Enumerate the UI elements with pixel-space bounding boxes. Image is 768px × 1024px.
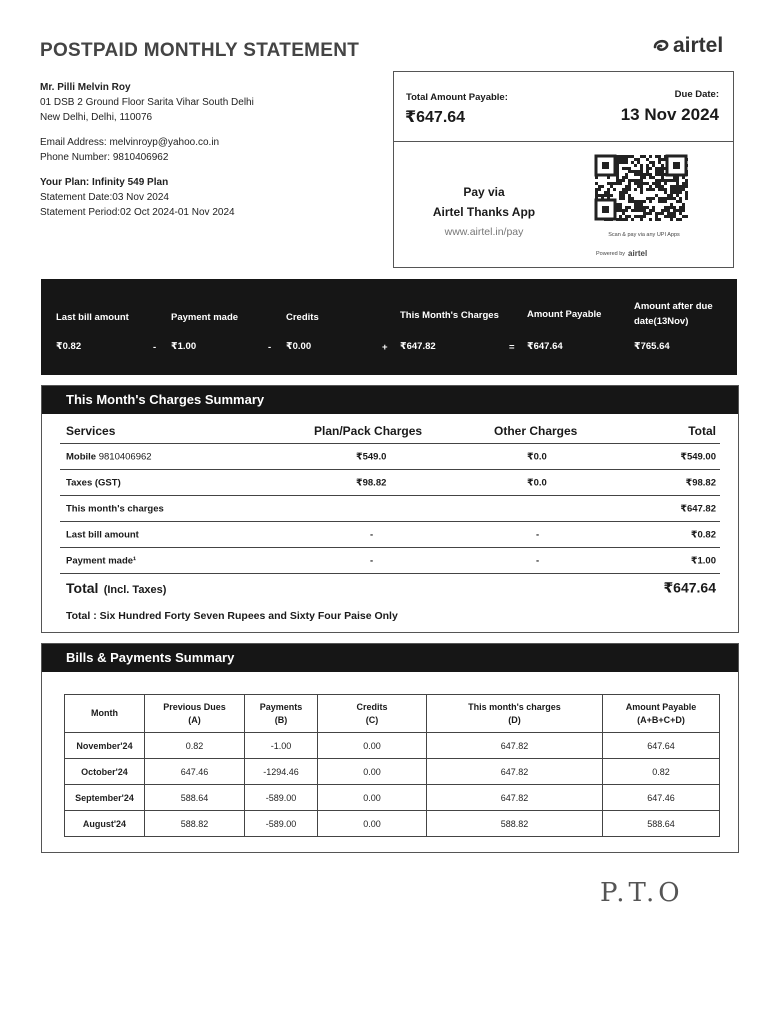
email-address: Email Address: melvinroyp@yahoo.co.in bbox=[40, 137, 220, 148]
bill-summary-bar bbox=[41, 279, 737, 375]
last-bill-label: Last bill amount bbox=[56, 312, 129, 323]
charges-summary-section bbox=[41, 385, 739, 633]
table-row bbox=[65, 811, 720, 837]
bills-payments-section bbox=[41, 643, 739, 853]
col-other-charges: Other Charges bbox=[494, 423, 578, 438]
credits-cell: 0.00 bbox=[318, 759, 427, 785]
amount-payable-label: Amount Payable bbox=[527, 309, 602, 320]
credits-cell: 0.00 bbox=[318, 811, 427, 837]
charges-row-taxes bbox=[60, 470, 720, 496]
charges-row-mobile bbox=[60, 444, 720, 470]
month-cell: November'24 bbox=[65, 733, 145, 759]
col-month: Month bbox=[65, 695, 145, 733]
credits-cell: 0.00 bbox=[318, 733, 427, 759]
payment-made-value: ₹1.00 bbox=[171, 341, 197, 352]
other-charge: - bbox=[536, 529, 540, 540]
amount-after-due-value: ₹765.64 bbox=[634, 341, 670, 352]
col-services: Services bbox=[66, 423, 116, 438]
plan-charge: - bbox=[370, 555, 374, 566]
customer-details bbox=[40, 80, 370, 220]
amount-payable-cell: 647.64 bbox=[603, 733, 720, 759]
month-cell: August'24 bbox=[65, 811, 145, 837]
total-amount-value: ₹647.64 bbox=[405, 109, 466, 126]
plan-charge: ₹98.82 bbox=[356, 477, 387, 488]
charges-cell: 647.82 bbox=[427, 785, 603, 811]
charges-row-this-month bbox=[60, 496, 720, 522]
previous-dues-cell: 588.64 bbox=[145, 785, 245, 811]
bills-header-row bbox=[65, 695, 720, 733]
other-charge: ₹0.0 bbox=[527, 477, 547, 488]
service-name: Payment made¹ bbox=[66, 555, 137, 566]
plan-charge: ₹549.0 bbox=[356, 451, 387, 462]
previous-dues-cell: 647.46 bbox=[145, 759, 245, 785]
phone-number: Phone Number: 9810406962 bbox=[40, 152, 169, 163]
this-month-charges-value: ₹647.82 bbox=[400, 341, 436, 352]
service-name: Taxes (GST) bbox=[66, 477, 121, 488]
total-note: (Incl. Taxes) bbox=[103, 584, 167, 596]
month-cell: September'24 bbox=[65, 785, 145, 811]
col-credits: Credits (C) bbox=[318, 695, 427, 733]
amount-payable-cell: 0.82 bbox=[603, 759, 720, 785]
month-cell: October'24 bbox=[65, 759, 145, 785]
grand-total: ₹647.64 bbox=[663, 579, 716, 596]
amount-payable-value: ₹647.64 bbox=[527, 341, 563, 352]
minus-operator: - bbox=[153, 342, 157, 353]
charges-cell: 647.82 bbox=[427, 733, 603, 759]
payments-cell: -589.00 bbox=[245, 811, 318, 837]
bills-payments-table bbox=[64, 694, 720, 837]
statement-period: Statement Period:02 Oct 2024-01 Nov 2024 bbox=[40, 207, 235, 218]
col-plan-pack: Plan/Pack Charges bbox=[314, 423, 423, 438]
logo-text: airtel bbox=[673, 34, 724, 57]
charges-row-last-bill bbox=[60, 522, 720, 548]
address-line-2: New Delhi, Delhi, 110076 bbox=[40, 112, 153, 123]
powered-by-label: Powered by bbox=[596, 250, 626, 257]
charges-header-row bbox=[60, 418, 720, 444]
minus-operator: - bbox=[268, 342, 272, 353]
col-this-month-charges: This month's charges (D) bbox=[427, 695, 603, 733]
row-total: ₹647.82 bbox=[680, 503, 716, 514]
credits-label: Credits bbox=[286, 312, 319, 323]
total-label: Total bbox=[66, 580, 99, 596]
pay-url-link[interactable]: www.airtel.in/pay bbox=[444, 226, 524, 238]
amount-payable-cell: 588.64 bbox=[603, 811, 720, 837]
col-amount-payable: Amount Payable (A+B+C+D) bbox=[603, 695, 720, 733]
other-charge: ₹0.0 bbox=[527, 451, 547, 462]
payment-box bbox=[393, 71, 734, 268]
equals-operator: = bbox=[509, 342, 515, 353]
table-row bbox=[65, 785, 720, 811]
service-name: This month's charges bbox=[66, 503, 164, 514]
app-name: Airtel Thanks App bbox=[432, 205, 536, 219]
charges-cell: 588.82 bbox=[427, 811, 603, 837]
col-previous-dues: Previous Dues (A) bbox=[145, 695, 245, 733]
col-payments: Payments (B) bbox=[245, 695, 318, 733]
amount-payable-cell: 647.46 bbox=[603, 785, 720, 811]
row-total: ₹1.00 bbox=[690, 555, 716, 566]
amount-in-words: Total : Six Hundred Forty Seven Rupees and Sixty Four Paise Only bbox=[66, 610, 398, 622]
plan-charge: - bbox=[370, 529, 374, 540]
last-bill-value: ₹0.82 bbox=[56, 341, 82, 352]
charges-summary-title: This Month's Charges Summary bbox=[42, 386, 738, 414]
powered-by-brand: airtel bbox=[628, 249, 648, 258]
due-date-value: 13 Nov 2024 bbox=[620, 105, 719, 124]
payments-cell: -1.00 bbox=[245, 733, 318, 759]
charges-total-row bbox=[60, 574, 720, 602]
total-amount-label: Total Amount Payable: bbox=[406, 92, 508, 103]
address-line-1: 01 DSB 2 Ground Floor Sarita Vihar South Delhi bbox=[40, 97, 254, 108]
qr-code-icon[interactable] bbox=[594, 154, 689, 222]
col-total: Total bbox=[688, 423, 716, 438]
credits-cell: 0.00 bbox=[318, 785, 427, 811]
payments-cell: -589.00 bbox=[245, 785, 318, 811]
statement-date: Statement Date:03 Nov 2024 bbox=[40, 192, 169, 203]
pay-via-block bbox=[394, 182, 574, 242]
pay-via-label: Pay via bbox=[463, 185, 505, 199]
charges-row-payment bbox=[60, 548, 720, 574]
pto-handwritten-note: P.T.O bbox=[600, 878, 684, 908]
row-total: ₹98.82 bbox=[685, 477, 716, 488]
table-row bbox=[65, 759, 720, 785]
powered-by bbox=[596, 249, 647, 258]
payment-made-label: Payment made bbox=[171, 312, 239, 323]
service-name: Last bill amount bbox=[66, 529, 139, 540]
previous-dues-cell: 588.82 bbox=[145, 811, 245, 837]
other-charge: - bbox=[536, 555, 540, 566]
page-title: POSTPAID MONTHLY STATEMENT bbox=[40, 40, 360, 61]
row-total: ₹0.82 bbox=[690, 529, 716, 540]
amount-after-due-label: Amount after due date(13Nov) bbox=[634, 301, 713, 327]
airtel-logo bbox=[652, 34, 723, 58]
plan-name: Your Plan: Infinity 549 Plan bbox=[40, 177, 169, 188]
service-name: Mobile 9810406962 bbox=[66, 451, 152, 462]
bills-payments-title: Bills & Payments Summary bbox=[42, 644, 738, 672]
airtel-swirl-icon bbox=[652, 38, 670, 54]
charges-cell: 647.82 bbox=[427, 759, 603, 785]
customer-name: Mr. Pilli Melvin Roy bbox=[40, 82, 131, 93]
payment-box-header bbox=[394, 72, 733, 142]
due-date-label: Due Date: bbox=[674, 89, 719, 100]
table-row bbox=[65, 733, 720, 759]
qr-note: Scan & pay via any UPI Apps bbox=[608, 232, 680, 238]
total-label-group bbox=[66, 580, 166, 596]
previous-dues-cell: 0.82 bbox=[145, 733, 245, 759]
plus-operator: + bbox=[382, 342, 388, 353]
this-month-charges-label: This Month's Charges bbox=[400, 310, 499, 321]
credits-value: ₹0.00 bbox=[286, 341, 312, 352]
mobile-number: 9810406962 bbox=[98, 451, 152, 462]
row-total: ₹549.00 bbox=[680, 451, 716, 462]
payments-cell: -1294.46 bbox=[245, 759, 318, 785]
